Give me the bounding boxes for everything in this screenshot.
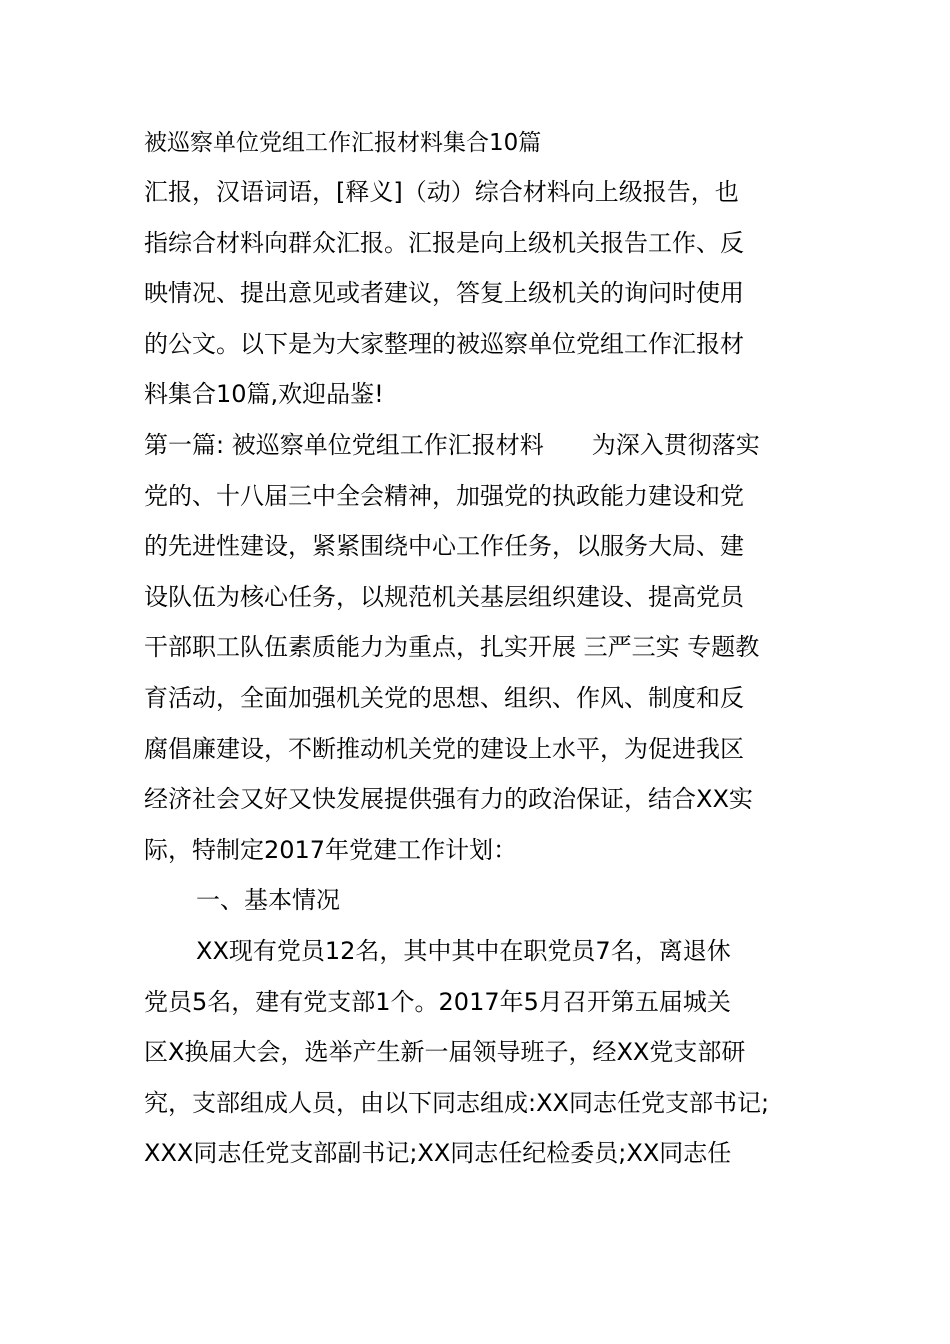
text-line: 的公文。以下是为大家整理的被巡察单位党组工作汇报材 bbox=[144, 329, 744, 358]
text-line: XX现有党员12名，其中其中在职党员7名，离退休 bbox=[196, 936, 731, 965]
text-line: 育活动，全面加强机关党的思想、组织、作风、制度和反 bbox=[144, 683, 744, 712]
text-line: 区X换届大会，选举产生新一届领导班子，经XX党支部研 bbox=[144, 1038, 746, 1067]
text-line: 设队伍为核心任务，以规范机关基层组织建设、提高党员 bbox=[144, 582, 744, 611]
text-line: 料集合10篇,欢迎品鉴! bbox=[144, 380, 384, 409]
text-line: 第一篇: 被巡察单位党组工作汇报材料 为深入贯彻落实 bbox=[144, 430, 760, 459]
text-line: 映情况、提出意见或者建议，答复上级机关的询问时使用 bbox=[144, 279, 744, 308]
text-line: 经济社会又好又快发展提供强有力的政治保证，结合XX实 bbox=[144, 785, 753, 814]
text-line: 指综合材料向群众汇报。汇报是向上级机关报告工作、反 bbox=[144, 228, 744, 257]
text-line: 的先进性建设，紧紧围绕中心工作任务，以服务大局、建 bbox=[144, 532, 744, 561]
document-title: 被巡察单位党组工作汇报材料集合10篇 bbox=[144, 130, 542, 156]
text-line: 党员5名，建有党支部1个。2017年5月召开第五届城关 bbox=[144, 987, 731, 1016]
text-line: 际，特制定2017年党建工作计划： bbox=[144, 835, 518, 864]
text-line: 党的、十八届三中全会精神，加强党的执政能力建设和党 bbox=[144, 481, 744, 510]
text-line: 干部职工队伍素质能力为重点，扎实开展 三严三实 专题教 bbox=[144, 633, 760, 662]
text-line: 汇报，汉语词语，[释义]（动）综合材料向上级报告，也 bbox=[144, 178, 739, 206]
document-body bbox=[144, 167, 814, 1179]
text-line: 腐倡廉建设，不断推动机关党的建设上水平，为促进我区 bbox=[144, 734, 744, 763]
text-line: XXX同志任党支部副书记;XX同志任纪检委员;XX同志任 bbox=[144, 1139, 732, 1168]
text-line: 究，支部组成人员，由以下同志组成:XX同志任党支部书记; bbox=[144, 1088, 770, 1117]
section-heading: 一、基本情况 bbox=[196, 886, 340, 915]
